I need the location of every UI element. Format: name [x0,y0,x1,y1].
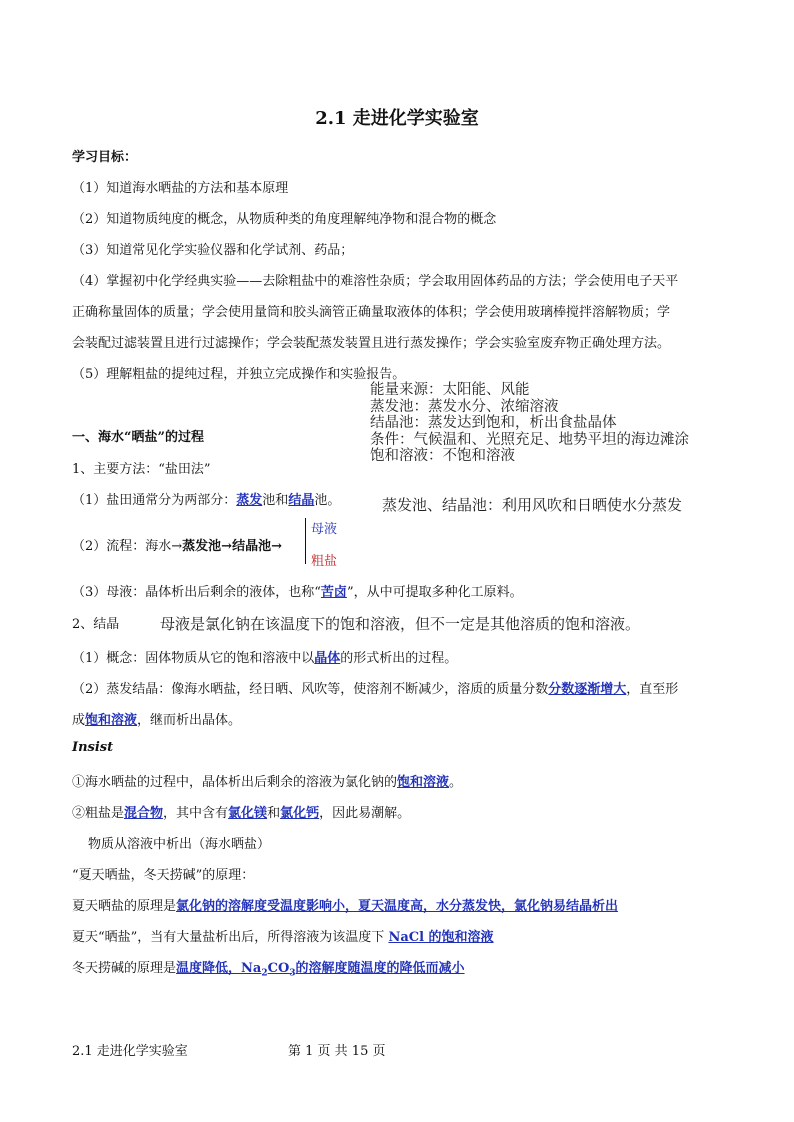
answer-text: 蒸发 [236,493,263,508]
subscript: 2 [261,968,268,979]
method-line: 1、主要方法：“盐田法” [72,462,211,477]
flow-prefix: （2）流程：海水→ [72,539,183,554]
evap-line [72,678,678,697]
brace [305,518,310,564]
p1-prefix: ①海水晒盐的过程中，晶体析出后剩余的溶液为氯化钠的 [72,775,398,790]
sub-heading: 物质从溶液中析出（海水晒盐） [88,837,271,852]
answer-text: 氯化钙 [280,806,320,821]
note-line: 能量来源：太阳能、风能 [370,382,530,398]
section-heading: 一、海水“晒盐”的过程 [72,430,204,445]
summer-prefix: 夏天晒盐的原理是 [72,899,177,914]
evap-suffix: ，直至形 [626,682,679,697]
annotation-note-box [370,382,730,465]
insist-point-2 [72,802,410,821]
evap2-suffix: ，继而析出晶体。 [137,713,242,728]
section-heading: 2、结晶 [72,617,120,632]
mother-liquor-line [72,581,523,600]
objectives-heading: 学习目标： [72,150,138,165]
winter-prefix: 冬天捞碱的原理是 [72,961,177,976]
objective-item: 正确称量固体的质量；学会使用量筒和胶头滴管正确量取液体的体积；学会使用玻璃棒搅拌溶解物质；学 [72,305,671,320]
mother-note: 母液是氯化钠在该温度下的饱和溶液，但不一定是其他溶质的饱和溶液。 [160,615,641,633]
answer-text [176,961,465,979]
answer-text: NaCl 的饱和溶液 [388,930,494,945]
pools-note: 蒸发池、结晶池：利用风吹和日晒使水分蒸发 [382,496,683,514]
principle-line: “夏天晒盐，冬天捞碱”的原理： [72,868,255,883]
answer-text: 苦卤 [320,585,347,600]
winter-ans-a: 温度降低，Na [176,961,262,976]
evap2-prefix: 成 [72,713,86,728]
answer-text: 饱和溶液 [397,775,450,790]
winter-line [72,957,465,979]
answer-text: 氯化镁 [228,806,268,821]
subscript: 3 [289,968,296,979]
concept-suffix: 的形式析出的过程。 [340,651,458,666]
objective-item: （5）理解粗盐的提纯过程，并独立完成操作和实验报告。 [72,367,406,382]
note-line: 结晶池：蒸发达到饱和，析出食盐晶体 [370,415,617,431]
answer-text: 氯化钠的溶解度受温度影响小，夏天温度高，水分蒸发快，氯化钠易结晶析出 [176,899,619,914]
footer-title: 2.1 走进化学实验室 [72,1044,188,1059]
objective-item: （2）知道物质纯度的概念，从物质种类的角度理解纯净物和混合物的概念 [72,212,497,227]
page-title: 2.1 走进化学实验室 [315,108,479,129]
insist-point-1 [72,771,462,790]
p2-prefix: ②粗盐是 [72,806,125,821]
note-line: 条件：气候温和、光照充足、地势平坦的海边滩涂 [370,431,689,448]
flow-bold: 蒸发池→结晶池→ [182,539,282,554]
objective-item: （4）掌握初中化学经典实验——去除粗盐中的难溶性杂质；学会取用固体药品的方法；学会使用电子天平 [72,274,679,289]
flow-crude-salt: 粗盐 [311,554,338,569]
pools-mid: 池和 [262,493,289,508]
p2-suffix: ，因此易潮解。 [319,806,411,821]
concept-line [72,647,457,666]
evap-prefix: （2）蒸发结晶：像海水晒盐，经日晒、风吹等，使溶剂不断减少，溶质的质量分数 [72,682,549,697]
note-line: 蒸发池：蒸发水分、浓缩溶液 [370,398,559,415]
objective-item: 会装配过滤装置且进行过滤操作；学会装配蒸发装置且进行蒸发操作；学会实验室废弃物正确处理方法。 [72,336,671,351]
winter-ans-b: CO [267,961,290,976]
summer-line [72,895,618,914]
answer-text: 晶体 [314,651,341,666]
answer-text: 饱和溶液 [85,713,138,728]
answer-text: 分数逐渐增大 [548,682,627,697]
pools-suffix: 池。 [314,493,341,508]
p2-mid: 和 [267,806,281,821]
p1-suffix: 。 [449,775,463,790]
pools-prefix: （1）盐田通常分为两部分： [72,493,237,508]
objective-item: （3）知道常见化学实验仪器和化学试剂、药品； [72,243,354,258]
winter-ans-c: 的溶解度随温度的降低而减小 [295,961,465,976]
insist-heading: Insist [72,740,114,755]
objective-item: （1）知道海水晒盐的方法和基本原理 [72,181,289,196]
pools-line [72,489,340,508]
salt-line [72,926,494,945]
page-number: 第 1 页 共 15 页 [288,1044,386,1059]
concept-prefix: （1）概念：固体物质从它的饱和溶液中以 [72,651,315,666]
flow-mother-liquor: 母液 [311,522,338,537]
evap-line-2 [72,709,241,728]
mother-prefix: （3）母液：晶体析出后剩余的液体，也称“ [72,585,321,600]
flow-line [72,535,282,554]
salt-prefix: 夏天“晒盐”，当有大量盐析出后，所得溶液为该温度下 [72,930,389,945]
p2-mid: ，其中含有 [163,806,229,821]
note-line: 饱和溶液：不饱和溶液 [370,448,515,464]
mother-suffix: ”，从中可提取多种化工原料。 [346,585,523,600]
answer-text: 混合物 [124,806,164,821]
answer-text: 结晶 [288,493,315,508]
